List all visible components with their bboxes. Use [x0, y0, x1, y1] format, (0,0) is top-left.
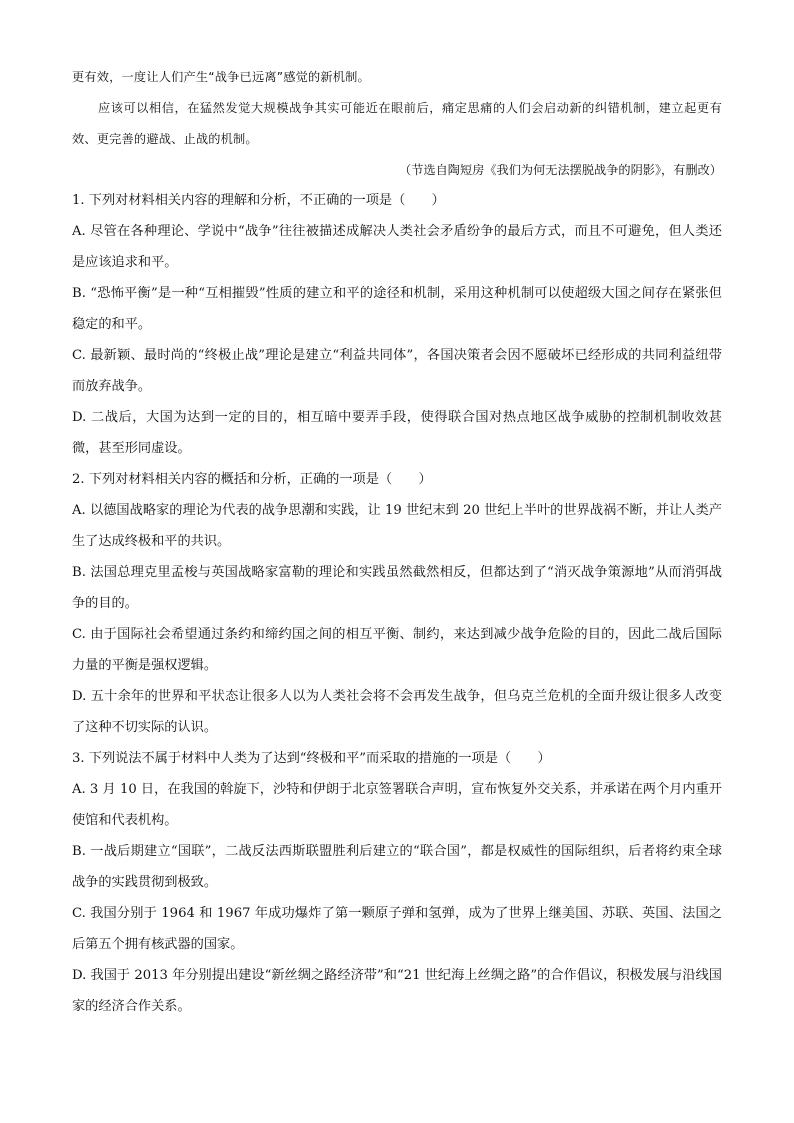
option-c: C. 最新颖、最时尚的“终极止战”理论是建立“利益共同体”，各国决策者会因不愿破坏已经形成的共同利益纽带而放弃战争。	[72, 348, 722, 394]
question-stem: 2. 下列对材料相关内容的概括和分析，正确的一项是（ ）	[72, 472, 432, 487]
question-2	[72, 464, 722, 743]
question-stem: 3. 下列说法不属于材料中人类为了达到“终极和平”而采取的措施的一项是（ ）	[72, 751, 551, 766]
passage-line: 更有效，一度让人们产生“战争已远离”感觉的新机制。	[72, 70, 370, 84]
option-a: A. 3 月 10 日，在我国的斡旋下，沙特和伊朗于北京签署联合声明，宣布恢复外交关系，并承诺在两个月内重开使馆和代表机构。	[72, 782, 722, 828]
option-c: C. 我国分别于 1964 和 1967 年成功爆炸了第一颗原子弹和氢弹，成为了世界上继美国、苏联、英国、法国之后第五个拥有核武器的国家。	[72, 906, 722, 952]
option-b: B. 一战后期建立“国联”，二战反法西斯联盟胜利后建立的“联合国”，都是权威性的国际组织，后者将约束全球战争的实践贯彻到极致。	[72, 844, 722, 890]
option-d: D. 五十余年的世界和平状态让很多人以为人类社会将不会再发生战争，但乌克兰危机的全面升级让很多人改变了这种不切实际的认识。	[72, 689, 722, 735]
option-b: B. “恐怖平衡”是一种“互相摧毁”性质的建立和平的途径和机制，采用这种机制可以使超级大国之间存在紧张但稳定的和平。	[72, 286, 722, 332]
question-3	[72, 743, 722, 1022]
option-d: D. 二战后，大国为达到一定的目的，相互暗中要弄手段，使得联合国对热点地区战争威胁的控制机制收效甚微，甚至形同虚设。	[72, 410, 722, 456]
option-a: A. 以德国战略家的理论为代表的战争思潮和实践，让 19 世纪末到 20 世纪上半叶的世界战祸不断，并让人类产生了达成终极和平的共识。	[72, 503, 722, 549]
document-page	[72, 62, 722, 1022]
passage-source: （节选自陶短房《我们为何无法摆脱战争的阴影》，有删改）	[399, 163, 722, 177]
option-b: B. 法国总理克里孟梭与英国战略家富勒的理论和实践虽然截然相反，但都达到了“消灭战争策源地”从而消弭战争的目的。	[72, 565, 722, 611]
passage-paragraph: 应该可以相信，在猛然发觉大规模战争其实可能近在眼前后，痛定思痛的人们会启动新的纠错机制，建立起更有效、更完善的避战、止战的机制。	[72, 101, 722, 146]
option-c: C. 由于国际社会希望通过条约和缔约国之间的相互平衡、制约，来达到减少战争危险的目的，因此二战后国际力量的平衡是强权逻辑。	[72, 627, 722, 673]
option-a: A. 尽管在各种理论、学说中“战争”往往被描述成解决人类社会矛盾纷争的最后方式，而且不可避免，但人类还是应该追求和平。	[72, 224, 722, 270]
option-d: D. 我国于 2013 年分别提出建设“新丝绸之路经济带”和“21 世纪海上丝绸之路”的合作倡议，积极发展与沿线国家的经济合作关系。	[72, 968, 722, 1014]
question-1	[72, 185, 722, 464]
question-stem: 1. 下列对材料相关内容的理解和分析，不正确的一项是（ ）	[72, 193, 445, 208]
